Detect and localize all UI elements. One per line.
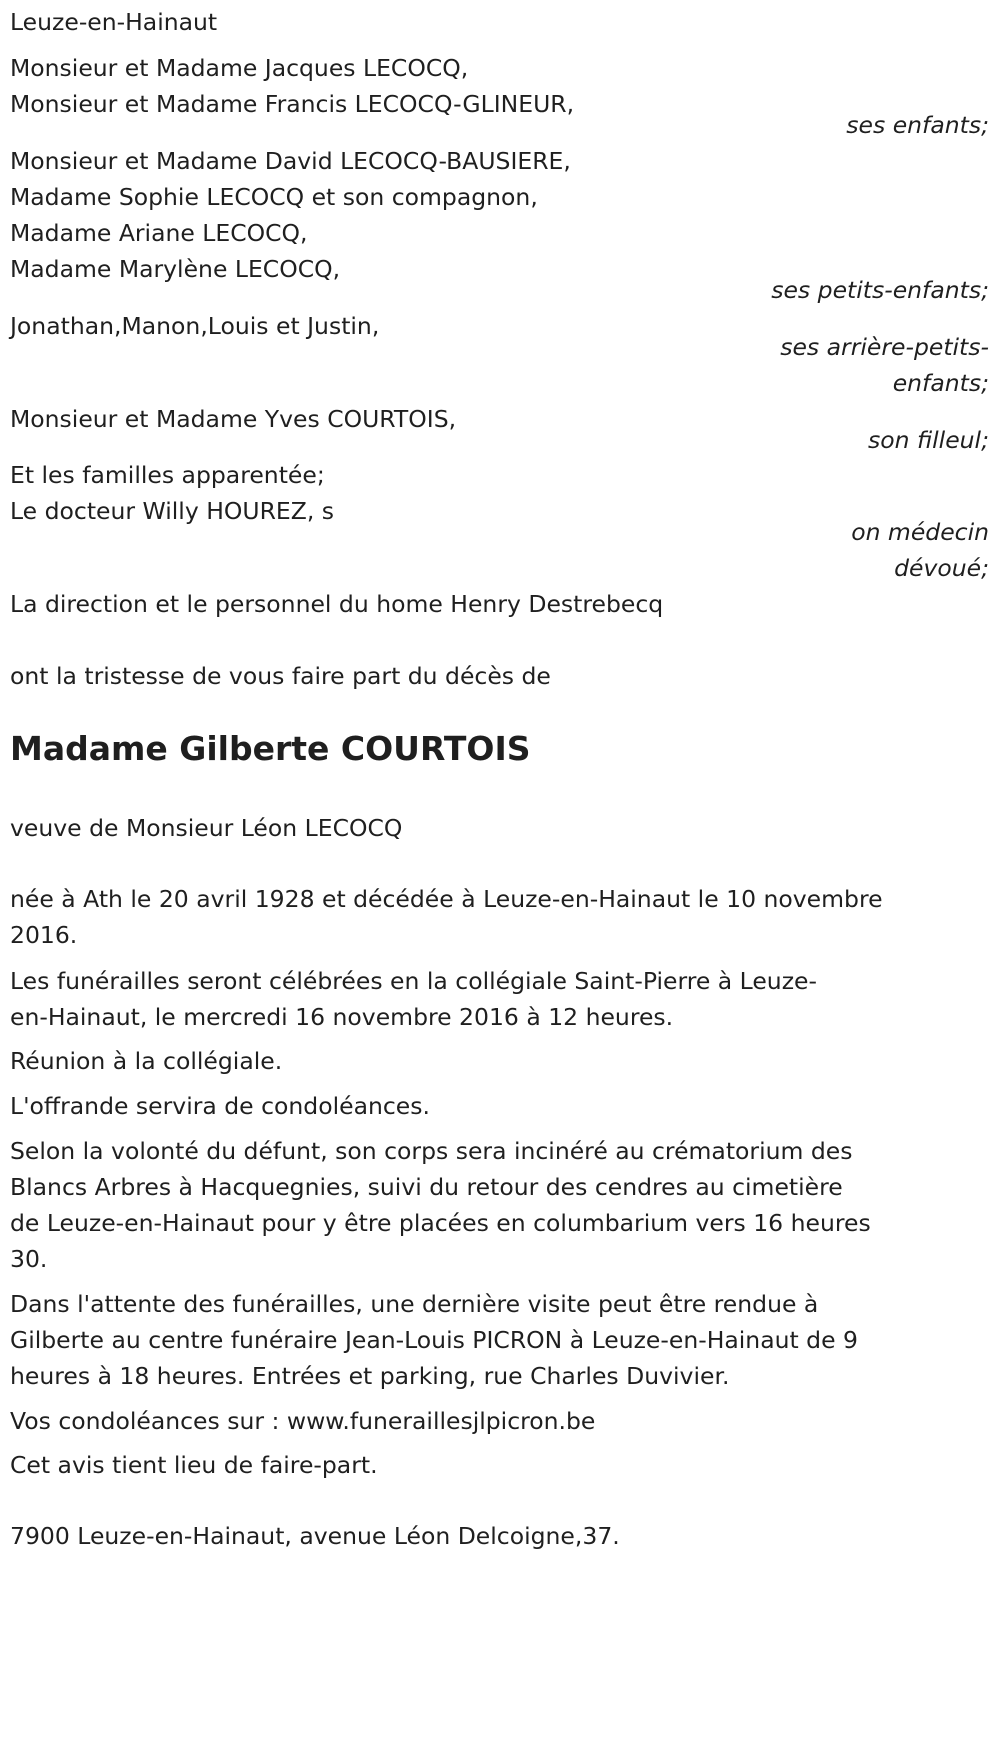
visit-line-2: Gilberte au centre funéraire Jean-Louis PICRON à Leuze-en-Hainaut de 9: [10, 1326, 858, 1354]
children-role: ses enfants;: [846, 111, 989, 139]
great-grandchildren-role-1: ses arrière-petits-: [780, 333, 989, 361]
grandchildren-line-1: Monsieur et Madame David LECOCQ-BAUSIERE,: [10, 147, 571, 175]
godson-line: Monsieur et Madame Yves COURTOIS,: [10, 405, 457, 433]
birth-line-1: née à Ath le 20 avril 1928 et décédée à Leuze-en-Hainaut le 10 novembre: [10, 885, 883, 913]
children-line-2: Monsieur et Madame Francis LECOCQ-GLINEUR,: [10, 90, 575, 118]
address-line: 7900 Leuze-en-Hainaut, avenue Léon Delcoigne,37.: [10, 1522, 620, 1550]
doctor-role-2: dévoué;: [894, 554, 989, 582]
grandchildren-role: ses petits-enfants;: [771, 276, 989, 304]
widow-of-line: veuve de Monsieur Léon LECOCQ: [10, 814, 403, 842]
funeral-line-2: en-Hainaut, le mercredi 16 novembre 2016 à 12 heures.: [10, 1003, 674, 1031]
children-line-1: Monsieur et Madame Jacques LECOCQ,: [10, 54, 469, 82]
visit-line-3: heures à 18 heures. Entrées et parking, rue Charles Duvivier.: [10, 1362, 730, 1390]
families-line-1: Et les familles apparentée;: [10, 461, 325, 489]
birth-line-2: 2016.: [10, 921, 78, 949]
notice-line: Cet avis tient lieu de faire-part.: [10, 1451, 378, 1479]
announcement-line: ont la tristesse de vous faire part du décès de: [10, 662, 551, 690]
offering-line: L'offrande servira de condoléances.: [10, 1092, 430, 1120]
grandchildren-line-3: Madame Ariane LECOCQ,: [10, 219, 308, 247]
deceased-name: Madame Gilberte COURTOIS: [10, 729, 531, 768]
cremation-line-3: de Leuze-en-Hainaut pour y être placées en columbarium vers 16 heures: [10, 1209, 871, 1237]
cremation-line-1: Selon la volonté du défunt, son corps sera incinéré au crématorium des: [10, 1137, 853, 1165]
cremation-line-2: Blancs Arbres à Hacquegnies, suivi du retour des cendres au cimetière: [10, 1173, 843, 1201]
great-grandchildren-role-2: enfants;: [892, 369, 989, 397]
visit-line-1: Dans l'attente des funérailles, une dernière visite peut être rendue à: [10, 1290, 819, 1318]
grandchildren-line-4: Madame Marylène LECOCQ,: [10, 255, 341, 283]
funeral-line-1: Les funérailles seront célébrées en la collégiale Saint-Pierre à Leuze-: [10, 967, 817, 995]
cremation-line-4: 30.: [10, 1245, 48, 1273]
doctor-role-1: on médecin: [851, 518, 989, 546]
great-grandchildren-line: Jonathan,Manon,Louis et Justin,: [10, 312, 380, 340]
location-header: Leuze-en-Hainaut: [10, 8, 218, 36]
godson-role: son filleul;: [867, 426, 989, 454]
families-line-2: Le docteur Willy HOUREZ, s: [10, 497, 335, 525]
direction-line: La direction et le personnel du home Henry Destrebecq: [10, 590, 664, 618]
grandchildren-line-2: Madame Sophie LECOCQ et son compagnon,: [10, 183, 538, 211]
meeting-line: Réunion à la collégiale.: [10, 1047, 283, 1075]
condolences-line: Vos condoléances sur : www.funeraillesjlpicron.be: [10, 1407, 596, 1435]
